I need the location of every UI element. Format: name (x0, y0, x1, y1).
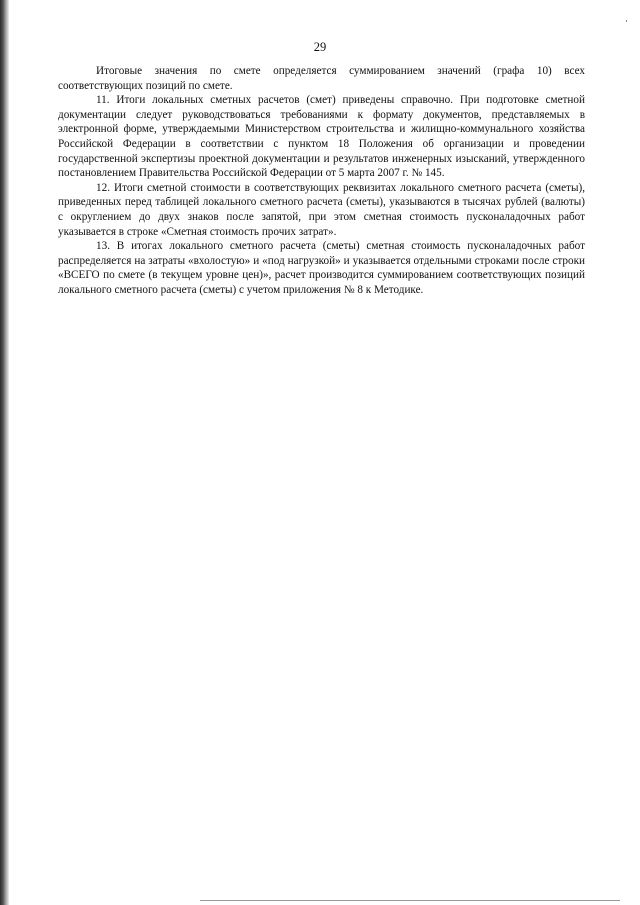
paragraph-12: 12. Итоги сметной стоимости в соответствующих реквизитах локального сметного расчета (сметы), приведенных перед таблицей локального сметного расчета (сметы), указываются в тысячах рублей (валюты) с округлением до двух знаков после запятой, при этом сметная стоимость пусконаладочных работ указывается в строке «Сметная стоимость прочих затрат». (58, 181, 585, 238)
paragraph-13: 13. В итогах локального сметного расчета (сметы) сметная стоимость пусконаладочных работ распределяется на затраты «вхолостую» и «под нагрузкой» и указывается отдельными строками после строки «ВСЕГО по смете (в текущем уровне цен)», расчет производится суммированием соответствующих позиций локального сметного расчета (сметы) с учетом приложения № 8 к Методике. (58, 240, 585, 296)
scan-bottom-line (200, 900, 620, 901)
paragraph-11: 11. Итоги локальных сметных расчетов (смет) приведены справочно. При подготовке сметной документации следует руководствоваться требованиями к формату документов, представляемых в электронной форме, утверждаемыми Министерством строительства и жилищно-коммунального хозяйства Российской Федерации в соответствии с пунктом 18 Положения об организации и проведении государственной экспертизы проектной документации и результатов инженерных изысканий, утвержденного постановлением Правительства Российской Федерации от 5 марта 2007 г. № 145. (58, 94, 585, 180)
document-body (58, 64, 585, 298)
scan-speck (626, 20, 627, 22)
page-number: 29 (313, 40, 327, 54)
scan-edge (0, 0, 9, 905)
paragraph-totals: Итоговые значения по смете определяется суммированием значений (графа 10) всех соответствующих позиций по смете. (58, 65, 585, 92)
